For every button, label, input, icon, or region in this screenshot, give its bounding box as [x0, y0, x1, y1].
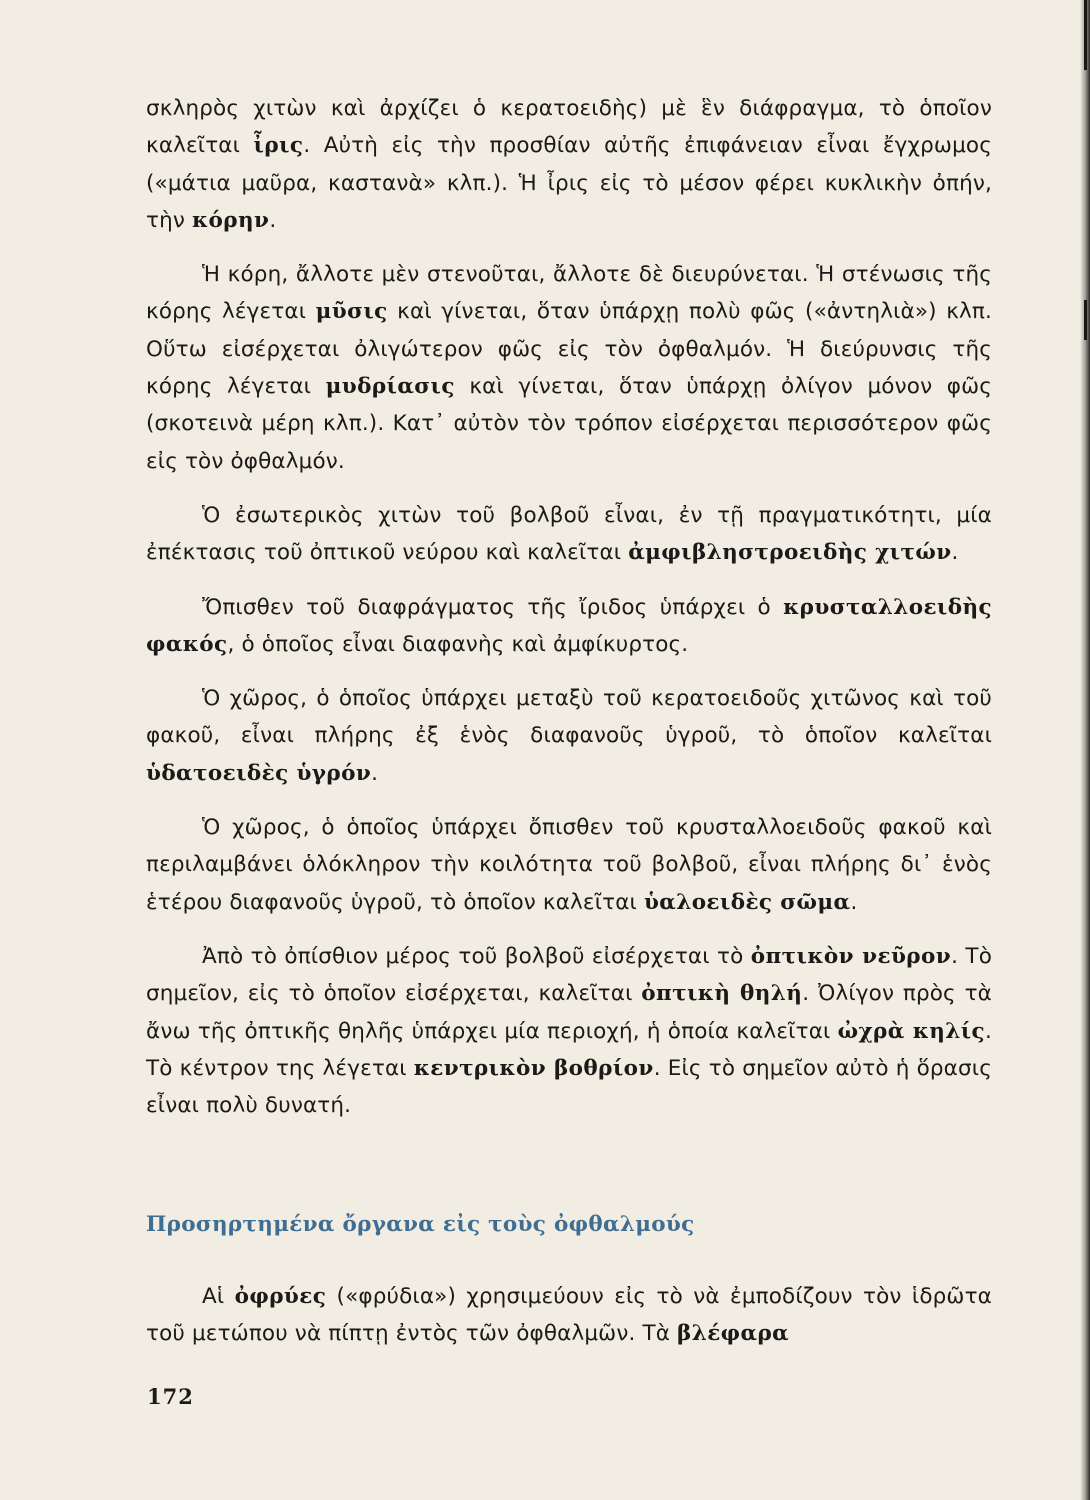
paragraph-lens [146, 589, 992, 664]
text-run: Ὁ ἐσωτερικὸς χιτὼν τοῦ βολβοῦ εἶναι, ἐν τῇ πραγματικότητι, μία ἐπέκτασις τοῦ ὀπτικοῦ νεύρου καὶ καλεῖται [146, 502, 992, 566]
text-run: . Ὀλίγον πρὸς τὰ ἄνω τῆς ὀπτικῆς θηλῆς ὑπάρχει μία περιοχή, ἡ ὁποία καλεῖται [146, 981, 992, 1044]
term-aqueous-humor: ὑδατοειδὲς ὑγρόν [146, 760, 372, 786]
page-edge-mark [1084, 0, 1087, 70]
text-run: Ὁ χῶρος, ὁ ὁποῖος ὑπάρχει ὄπισθεν τοῦ κρυσταλλοειδοῦς φακοῦ καὶ περιλαμβάνει ὁλόκληρον τὴν κοιλότητα τοῦ βολβοῦ, εἶναι πλήρης δι᾽ ἑνὸς ἑτέρου διαφανοῦς ὑγροῦ, τὸ ὁποῖον καλεῖται [146, 815, 992, 915]
page-edge-shadow [1080, 0, 1090, 1500]
term-pupil: κόρην [192, 207, 270, 233]
text-run: . [850, 889, 858, 915]
text-run: . [371, 760, 379, 786]
page-number: 172 [147, 1384, 194, 1409]
term-mydriasis: μυδρίασις [325, 374, 455, 400]
term-macula: ὠχρὰ κηλίς [837, 1018, 986, 1044]
text-run: («φρύδια») χρησιμεύουν εἰς τὸ νὰ ἐμποδίζουν τὸν ἱδρῶτα τοῦ μετώπου νὰ πίπτῃ ἐντὸς τῶν ὀφθαλμῶν. Τὰ [146, 1284, 992, 1347]
paragraph-optic-nerve [146, 938, 992, 1124]
term-optic-nerve: ὀπτικὸν νεῦρον [750, 943, 952, 969]
text-run: Ἡ κόρη, ἄλλοτε μὲν στενοῦται, ἄλλοτε δὲ διευρύνεται. Ἡ στένωσις τῆς κόρης λέγεται [146, 262, 992, 325]
text-run: . Τὸ σημεῖον, εἰς τὸ ὁποῖον εἰσέρχεται, καλεῖται [146, 943, 993, 1007]
term-lens: κρυσταλλοειδὴς φακός [146, 594, 992, 657]
text-run: σκληρὸς χιτὼν καὶ ἀρχίζει ὁ κερατοειδὴς) μὲ ἓν διάφραγμα, τὸ ὁποῖον καλεῖται [146, 96, 992, 159]
term-miosis: μῦσις [315, 299, 388, 325]
page-edge-mark [1084, 300, 1087, 340]
term-vitreous-body: ὑαλοειδὲς σῶμα [643, 889, 851, 915]
paragraph-pupil [146, 256, 992, 480]
text-run: Ὁ χῶρος, ὁ ὁποῖος ὑπάρχει μεταξὺ τοῦ κερατοειδοῦς χιτῶνος καὶ τοῦ φακοῦ, εἶναι πλήρης ἐξ ἑνὸς διαφανοῦς ὑγροῦ, τὸ ὁποῖον καλεῖται [146, 686, 992, 749]
text-run: . Εἰς τὸ σημεῖον αὐτὸ ἡ ὅρασις εἶναι πολὺ δυνατή. [146, 1055, 992, 1119]
text-run: , ὁ ὁποῖος εἶναι διαφανὴς καὶ ἀμφίκυρτος. [227, 631, 689, 657]
text-run: . [951, 540, 959, 566]
term-optic-disc: ὀπτικὴ θηλή [641, 981, 803, 1007]
paragraph-vitreous [146, 809, 992, 921]
text-run: καὶ γίνεται, ὅταν ὑπάρχῃ πολὺ φῶς («ἀντηλιὰ») κλπ. Οὕτω εἰσέρχεται ὀλιγώτερον φῶς εἰς τὸν ὀφθαλμόν. Ἡ διεύρυνσις τῆς κόρης λέγεται [146, 299, 992, 400]
paragraph-eyebrows [146, 1278, 992, 1353]
term-iris: ἶρις [253, 133, 304, 159]
section-heading: Προσηρτημένα ὄργανα εἰς τοὺς ὀφθαλμούς [146, 1212, 695, 1237]
text-run: Ἀπὸ τὸ ὀπίσθιον μέρος τοῦ βολβοῦ εἰσέρχεται τὸ [202, 943, 751, 969]
paragraph-aqueous [146, 680, 992, 792]
section-body [146, 1278, 992, 1353]
term-eyebrows: ὀφρύες [234, 1284, 327, 1309]
text-run: . Αὐτὴ εἰς τὴν προσθίαν αὐτῆς ἐπιφάνειαν εἶναι ἔγχρωμος («μάτια μαῦρα, καστανὰ» κλπ.). Ἡ ἶρις εἰς τὸ μέσον φέρει κυκλικὴν ὀπήν, τὴν [146, 133, 992, 233]
text-run: Αἱ [202, 1284, 235, 1309]
text-run: Ὄπισθεν τοῦ διαφράγματος τῆς ἴριδος ὑπάρχει ὁ [202, 594, 784, 620]
text-run: . Τὸ κέντρον της λέγεται [146, 1018, 992, 1081]
text-run: . [269, 207, 277, 233]
term-retina: ἀμφιβληστροειδὴς χιτών [628, 540, 952, 566]
text-run: καὶ γίνεται, ὅταν ὑπάρχῃ ὀλίγον μόνον φῶς (σκοτεινὰ μέρη κλπ.). Κατ᾽ αὐτὸν τὸν τρόπον εἰσέρχεται περισσότερον φῶς εἰς τὸν ὀφθαλμόν. [146, 374, 992, 474]
paragraph-iris [146, 90, 992, 239]
term-fovea: κεντρικὸν βοθρίον [413, 1055, 654, 1081]
paragraph-retina [146, 497, 992, 572]
body-text [146, 90, 992, 1141]
term-eyelids: βλέφαρα [677, 1321, 790, 1347]
